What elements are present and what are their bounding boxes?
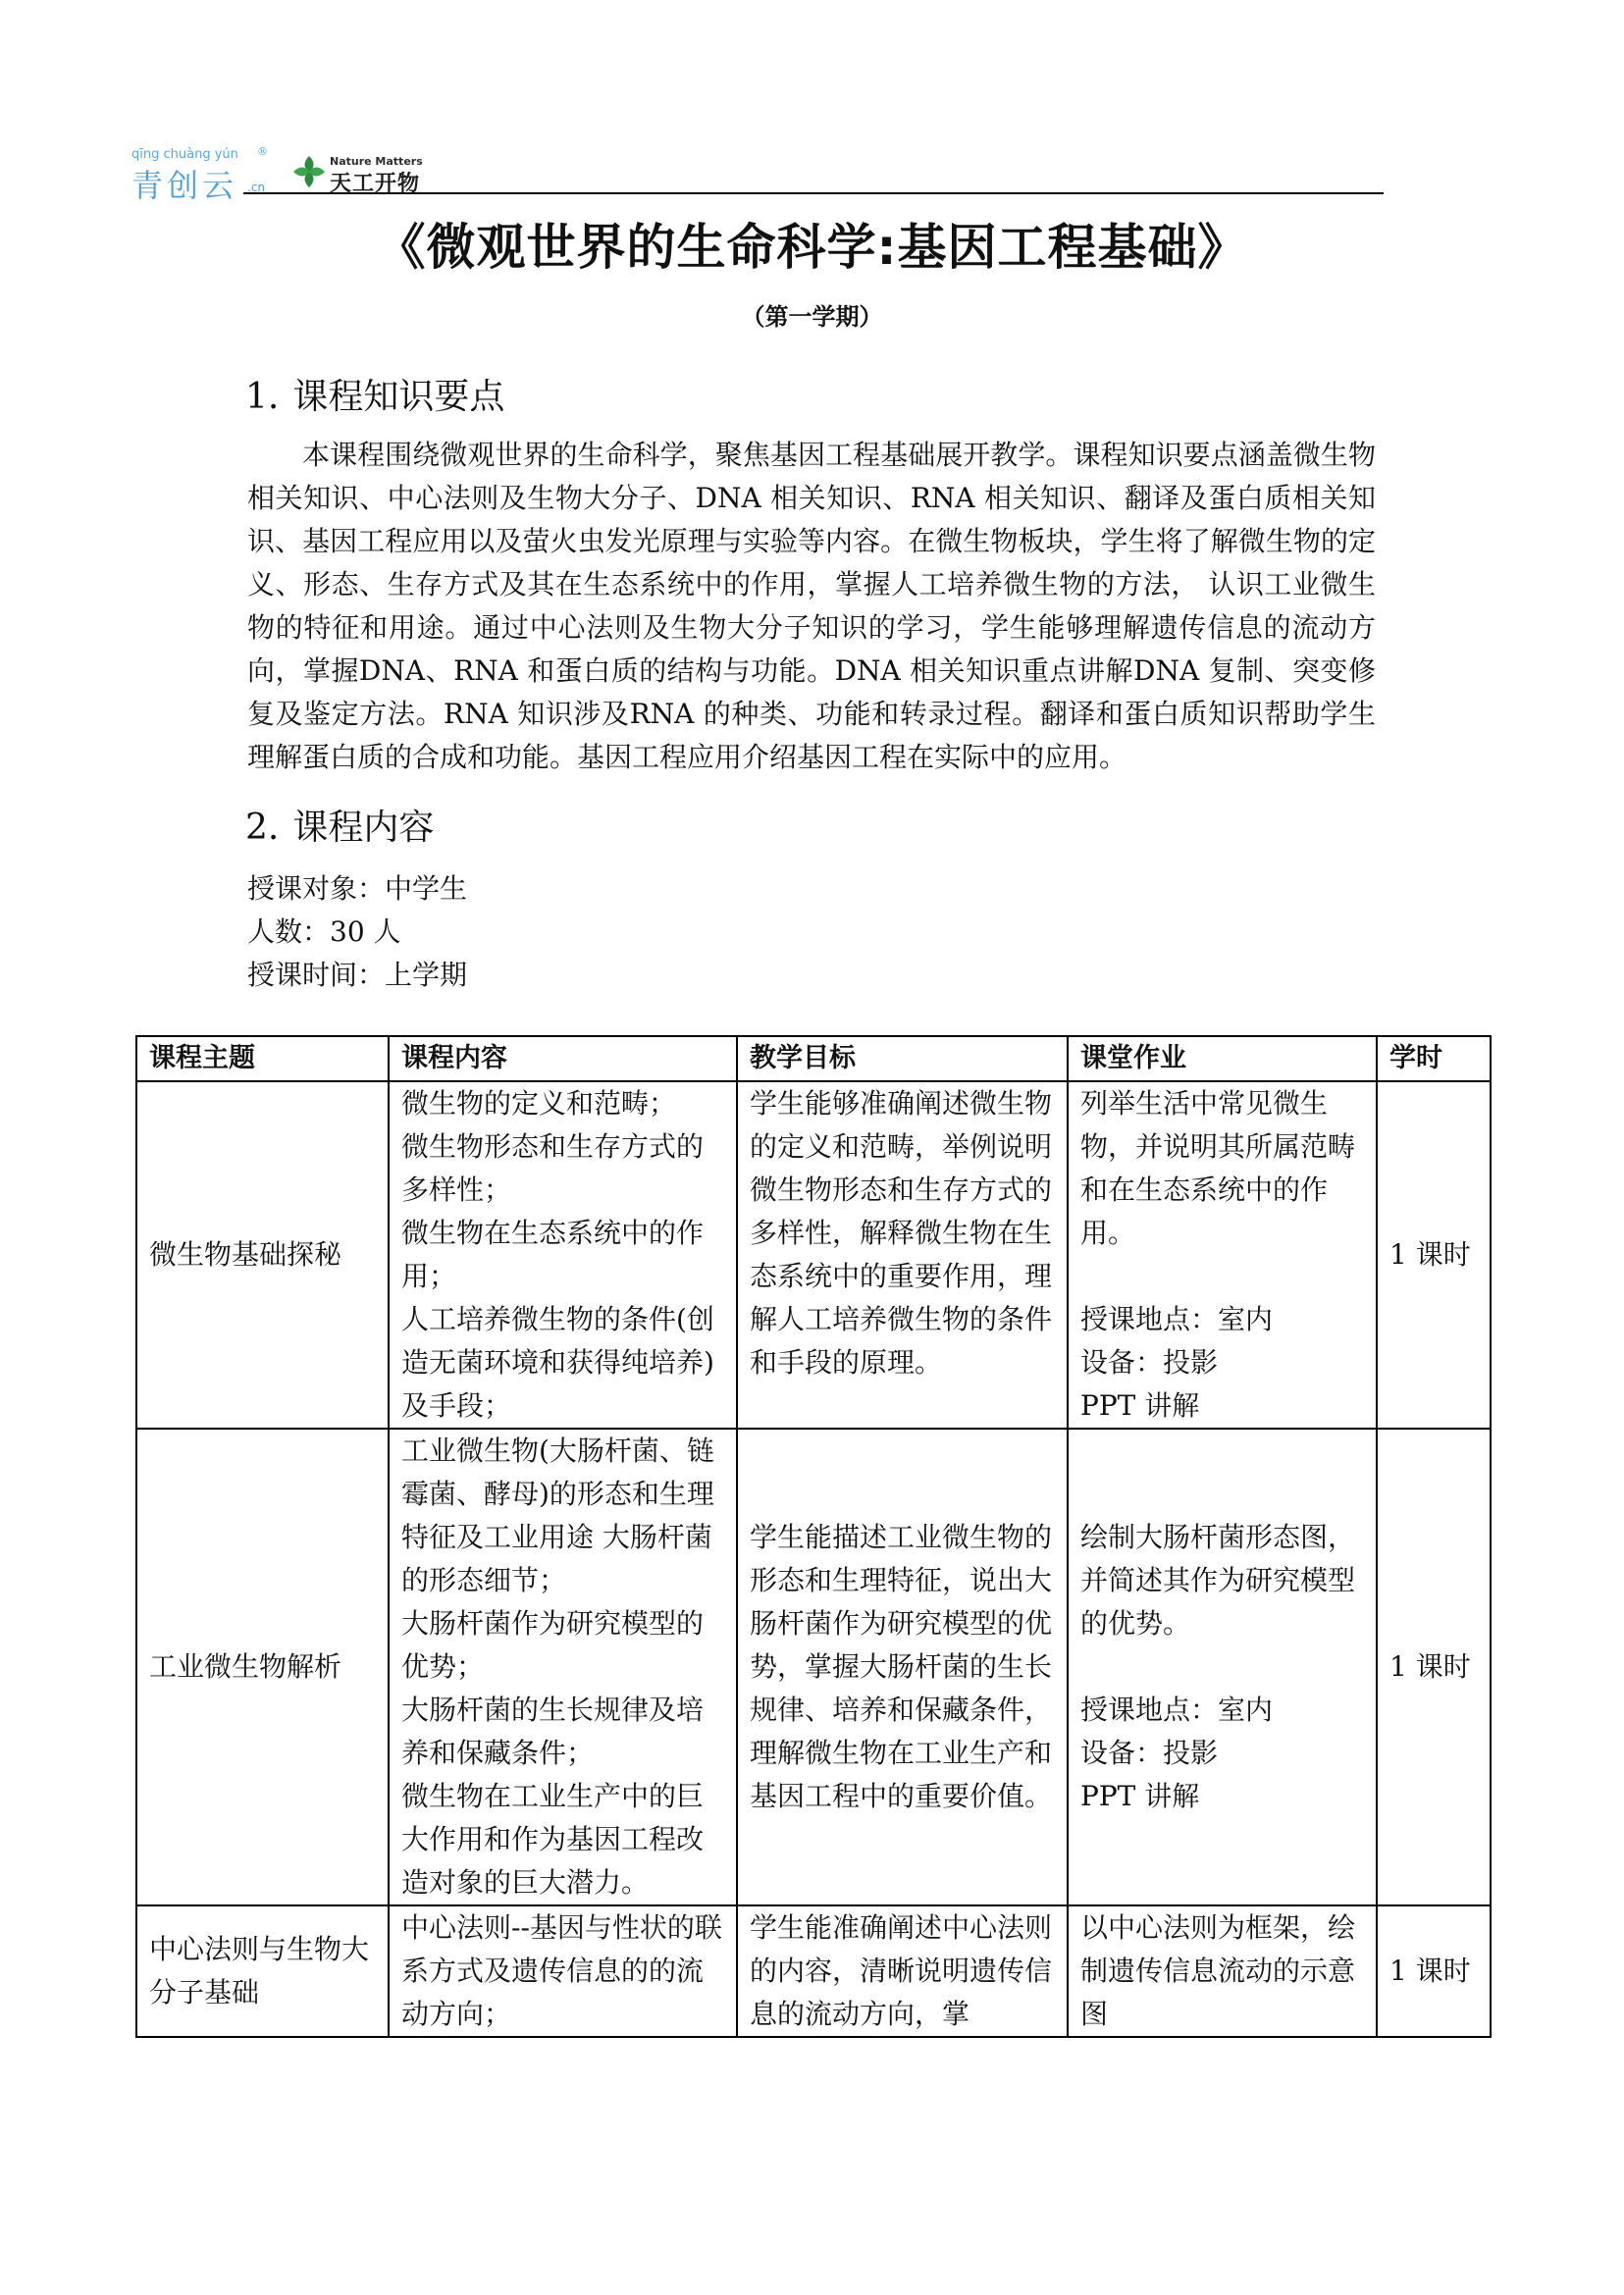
table-header-row xyxy=(136,1036,1491,1081)
hours-cell: 1 课时 xyxy=(1377,1429,1491,1905)
section-2-title: 课程内容 xyxy=(292,808,435,848)
tiangongkaiwu-logo xyxy=(290,153,438,196)
section-1-title: 课程知识要点 xyxy=(292,377,505,417)
logo-tagline: Nature Matters xyxy=(330,155,423,168)
section-1-number: 1. xyxy=(245,377,280,417)
logo-domain: .cn xyxy=(247,181,266,194)
homework-cell: 以中心法则为框架，绘制遗传信息流动的示意图 xyxy=(1068,1905,1377,2037)
audience-line: 授课对象：中学生 xyxy=(247,872,468,905)
content-cell: 微生物的定义和范畴； 微生物形态和生存方式的多样性； 微生物在生态系统中的作用； 人工培养微生物的条件(创造无菌环境和获得纯培养)及手段； xyxy=(389,1081,737,1429)
header-content: 课程内容 xyxy=(389,1036,737,1081)
header-homework: 课堂作业 xyxy=(1068,1036,1377,1081)
logo-pinyin: qīng chuàng yún xyxy=(131,147,238,162)
logo-name: 青创云 xyxy=(131,167,238,204)
table-row xyxy=(136,1081,1491,1429)
document-title: 《微观世界的生命科学:基因工程基础》 xyxy=(376,219,1248,276)
homework-cell: 列举生活中常见微生物，并说明其所属范畴和在生态系统中的作用。 授课地点：室内 设备：投影 PPT 讲解 xyxy=(1068,1081,1377,1429)
count-line: 人数：30 人 xyxy=(247,915,401,948)
header-goal: 教学目标 xyxy=(737,1036,1068,1081)
logo-company-name: 天工开物 xyxy=(330,172,421,196)
time-line: 授课时间：上学期 xyxy=(247,959,468,991)
hours-cell: 1 课时 xyxy=(1377,1905,1491,2037)
page-header xyxy=(131,145,1384,204)
table-row xyxy=(136,1905,1491,2037)
section-2-number: 2. xyxy=(245,808,280,848)
goal-cell: 学生能准确阐述中心法则的内容，清晰说明遗传信息的流动方向，掌 xyxy=(737,1905,1068,2037)
course-table xyxy=(135,1035,1492,2038)
content-cell: 中心法则--基因与性状的联系方式及遗传信息的的流动方向； xyxy=(389,1905,737,2037)
topic-cell: 中心法则与生物大分子基础 xyxy=(136,1905,389,2037)
table-row xyxy=(136,1429,1491,1905)
section-1-heading xyxy=(245,369,504,419)
homework-cell: 绘制大肠杆菌形态图，并简述其作为研究模型的优势。 授课地点：室内 设备：投影 PPT 讲解 xyxy=(1068,1429,1377,1905)
document-subtitle: （第一学期） xyxy=(741,303,883,331)
header-hours: 学时 xyxy=(1377,1036,1491,1081)
leaf-logo-icon xyxy=(290,153,328,190)
goal-cell: 学生能描述工业微生物的形态和生理特征，说出大肠杆菌作为研究模型的优势，掌握大肠杆菌的生长规律、培养和保藏条件，理解微生物在工业生产和基因工程中的重要价值。 xyxy=(737,1429,1068,1905)
section-2-heading xyxy=(245,800,434,850)
qingchuangyun-logo xyxy=(131,145,288,204)
content-cell: 工业微生物(大肠杆菌、链霉菌、酵母)的形态和生理特征及工业用途 大肠杆菌的形态细节； 大肠杆菌作为研究模型的优势； 大肠杆菌的生长规律及培养和保藏条件； 微生物在工业生产中的巨大作用和作为基因工程改造对象的巨大潜力。 xyxy=(389,1429,737,1905)
hours-cell: 1 课时 xyxy=(1377,1081,1491,1429)
header-divider xyxy=(243,192,1384,194)
goal-cell: 学生能够准确阐述微生物的定义和范畴，举例说明微生物形态和生存方式的多样性，解释微生物在生态系统中的重要作用，理解人工培养微生物的条件和手段的原理。 xyxy=(737,1081,1068,1429)
topic-cell: 工业微生物解析 xyxy=(136,1429,389,1905)
section-1-paragraph: 本课程围绕微观世界的生命科学，聚焦基因工程基础展开教学。课程知识要点涵盖微生物相关知识、中心法则及生物大分子、DNA 相关知识、RNA 相关知识、翻译及蛋白质相关知识、基因工程应用以及萤火虫发光原理与实验等内容。在微生物板块，学生将了解微生物的定义、形态、生存方式及其在生态系统中的作用，掌握人工培养微生物的方法， 认识工业微生物的特征和用途。通过中心法则及生物大分子知识的学习，学生能够理解遗传信息的流动方向，掌握DNA、RNA 和蛋白质的结构与功能。DNA 相关知识重点讲解DNA 复制、突变修复及鉴定方法。RNA 知识涉及RNA 的种类、功能和转录过程。翻译和蛋白质知识帮助学生理解蛋白质的合成和功能。基因工程应用介绍基因工程在实际中的应用。 xyxy=(247,439,1376,773)
header-topic: 课程主题 xyxy=(136,1036,389,1081)
topic-cell: 微生物基础探秘 xyxy=(136,1081,389,1429)
registered-mark: ® xyxy=(257,145,268,158)
